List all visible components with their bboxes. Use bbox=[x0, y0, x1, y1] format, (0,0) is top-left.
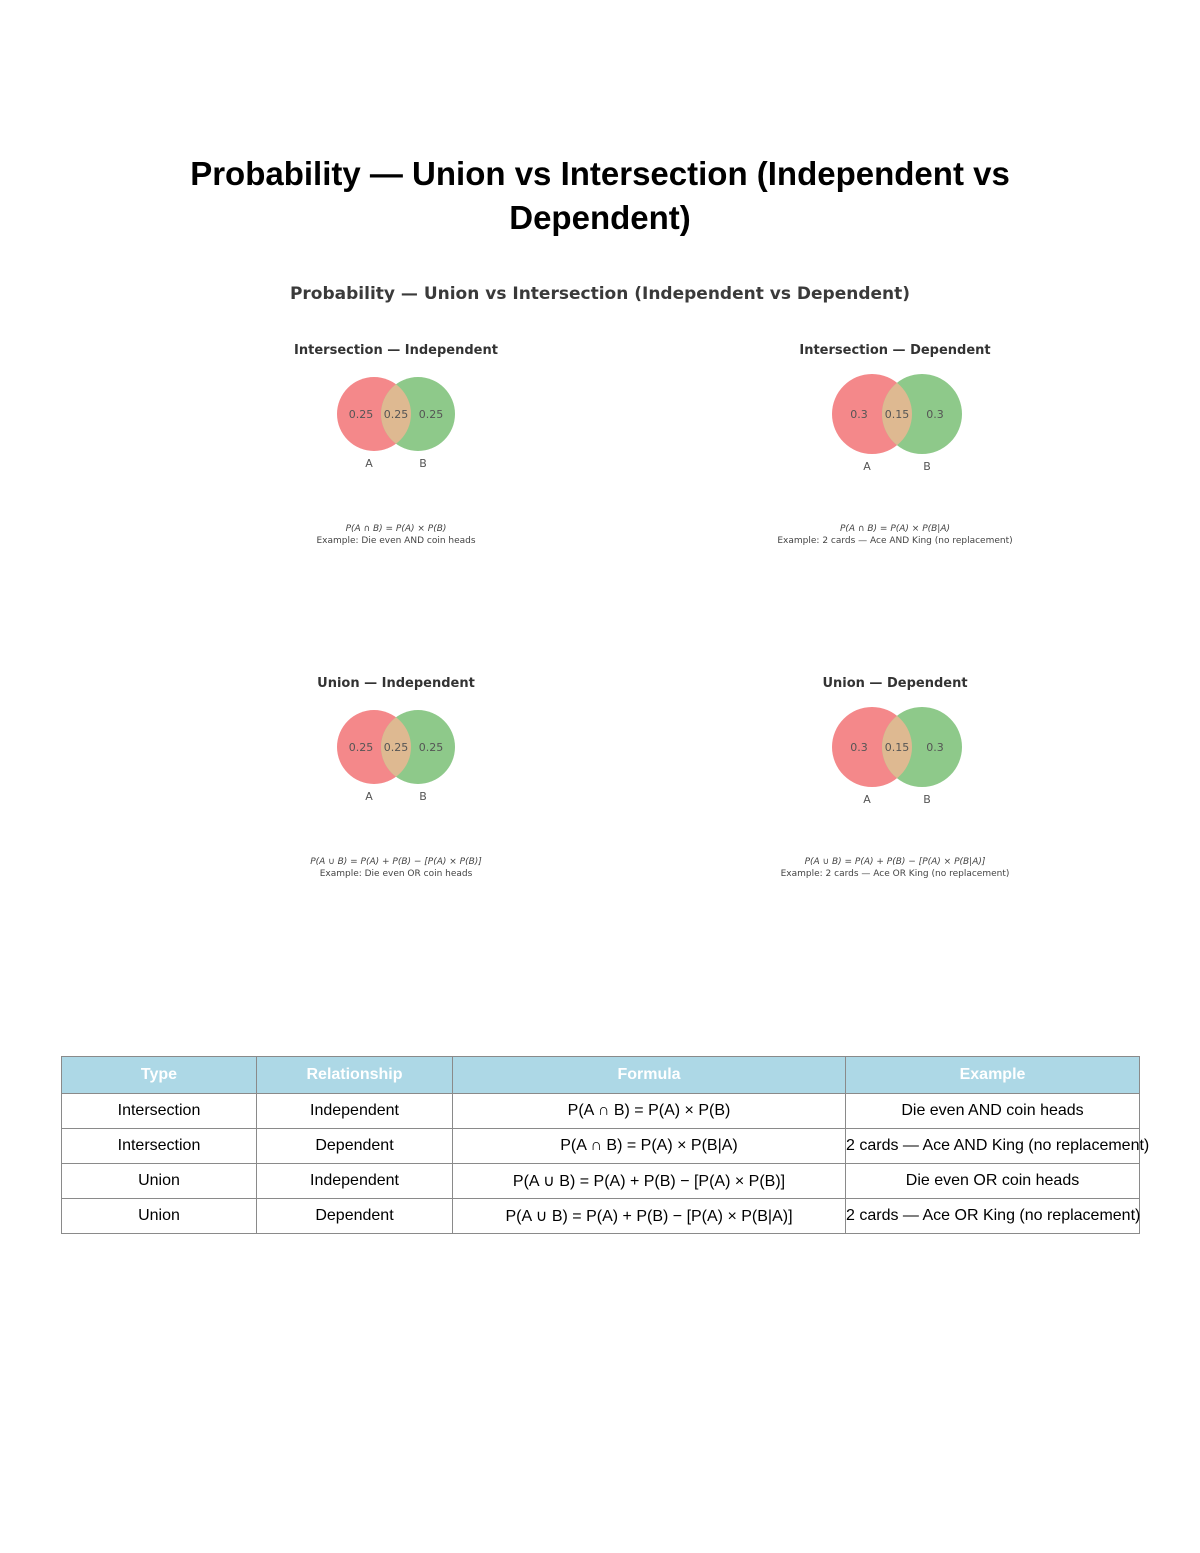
panel-title: Union — Dependent bbox=[822, 676, 968, 691]
region-b-value: 0.3 bbox=[926, 408, 944, 421]
set-b-label: B bbox=[419, 457, 427, 470]
set-a-label: A bbox=[863, 460, 871, 473]
venn-diagram bbox=[196, 676, 596, 816]
cell-type: Union bbox=[62, 1199, 257, 1234]
panel-caption bbox=[196, 523, 596, 547]
region-overlap-value: 0.15 bbox=[884, 741, 910, 754]
formula-text: P(A ∩ B) = P(A) × P(B|A) bbox=[839, 524, 951, 534]
figure-title: Probability — Union vs Intersection (Independent vs Dependent) bbox=[289, 284, 911, 304]
venn-panel-intersection-dependent bbox=[695, 343, 1095, 583]
cell-type: Intersection bbox=[62, 1094, 257, 1129]
cell-relationship: Independent bbox=[257, 1094, 453, 1129]
venn-panel-intersection-independent bbox=[196, 343, 596, 583]
venn-diagram bbox=[196, 343, 596, 483]
region-overlap-value: 0.25 bbox=[383, 408, 409, 421]
cell-formula: P(A ∩ B) = P(A) × P(B|A) bbox=[453, 1129, 846, 1164]
set-b-label: B bbox=[923, 793, 931, 806]
cell-relationship: Independent bbox=[257, 1164, 453, 1199]
cell-example: Die even OR coin heads bbox=[846, 1164, 1140, 1199]
cell-formula: P(A ∪ B) = P(A) + P(B) − [P(A) × P(B)] bbox=[453, 1164, 846, 1199]
venn-panel-union-dependent bbox=[695, 676, 1095, 916]
formula-text: P(A ∩ B) = P(A) × P(B) bbox=[345, 524, 447, 534]
column-header-formula: Formula bbox=[453, 1057, 846, 1094]
panel-caption bbox=[695, 523, 1095, 547]
panel-title: Intersection — Dependent bbox=[799, 343, 991, 358]
region-a-value: 0.25 bbox=[348, 408, 374, 421]
panel-caption bbox=[695, 856, 1095, 880]
panel-caption bbox=[196, 856, 596, 880]
formula-text: P(A ∪ B) = P(A) + P(B) − [P(A) × P(B|A)] bbox=[804, 857, 986, 867]
cell-relationship: Dependent bbox=[257, 1129, 453, 1164]
region-b-value: 0.25 bbox=[418, 741, 444, 754]
cell-example: 2 cards — Ace OR King (no replacement) bbox=[846, 1199, 1140, 1234]
set-a-label: A bbox=[863, 793, 871, 806]
venn-diagram bbox=[695, 343, 1095, 483]
cell-example: 2 cards — Ace AND King (no replacement) bbox=[846, 1129, 1140, 1164]
cell-formula: P(A ∪ B) = P(A) + P(B) − [P(A) × P(B|A)] bbox=[453, 1199, 846, 1234]
region-a-value: 0.3 bbox=[850, 741, 868, 754]
summary-table bbox=[61, 1056, 1150, 1234]
table-row bbox=[62, 1199, 1140, 1234]
region-overlap-value: 0.15 bbox=[884, 408, 910, 421]
set-b-label: B bbox=[419, 790, 427, 803]
example-text: Example: 2 cards — Ace OR King (no replacement) bbox=[780, 869, 1010, 879]
region-overlap-value: 0.25 bbox=[383, 741, 409, 754]
column-header-relationship: Relationship bbox=[257, 1057, 453, 1094]
set-b-label: B bbox=[923, 460, 931, 473]
cell-type: Intersection bbox=[62, 1129, 257, 1164]
table-row bbox=[62, 1129, 1140, 1164]
table-row bbox=[62, 1164, 1140, 1199]
table-header-row bbox=[62, 1057, 1140, 1094]
venn-panel-union-independent bbox=[196, 676, 596, 916]
panel-title: Union — Independent bbox=[317, 676, 475, 691]
formula-text: P(A ∪ B) = P(A) + P(B) − [P(A) × P(B)] bbox=[310, 857, 482, 867]
cell-example: Die even AND coin heads bbox=[846, 1094, 1140, 1129]
example-text: Example: 2 cards — Ace AND King (no replacement) bbox=[777, 536, 1013, 546]
venn-diagram bbox=[695, 676, 1095, 816]
page-title: Probability — Union vs Intersection (Independent vs Dependent) bbox=[190, 155, 1010, 236]
set-a-label: A bbox=[365, 457, 373, 470]
region-a-value: 0.3 bbox=[850, 408, 868, 421]
cell-type: Union bbox=[62, 1164, 257, 1199]
region-b-value: 0.3 bbox=[926, 741, 944, 754]
column-header-type: Type bbox=[62, 1057, 257, 1094]
table-row bbox=[62, 1094, 1140, 1129]
example-text: Example: Die even AND coin heads bbox=[316, 536, 476, 546]
set-a-label: A bbox=[365, 790, 373, 803]
region-a-value: 0.25 bbox=[348, 741, 374, 754]
panel-title: Intersection — Independent bbox=[294, 343, 498, 358]
region-b-value: 0.25 bbox=[418, 408, 444, 421]
column-header-example: Example bbox=[846, 1057, 1140, 1094]
example-text: Example: Die even OR coin heads bbox=[319, 869, 473, 879]
cell-relationship: Dependent bbox=[257, 1199, 453, 1234]
cell-formula: P(A ∩ B) = P(A) × P(B) bbox=[453, 1094, 846, 1129]
